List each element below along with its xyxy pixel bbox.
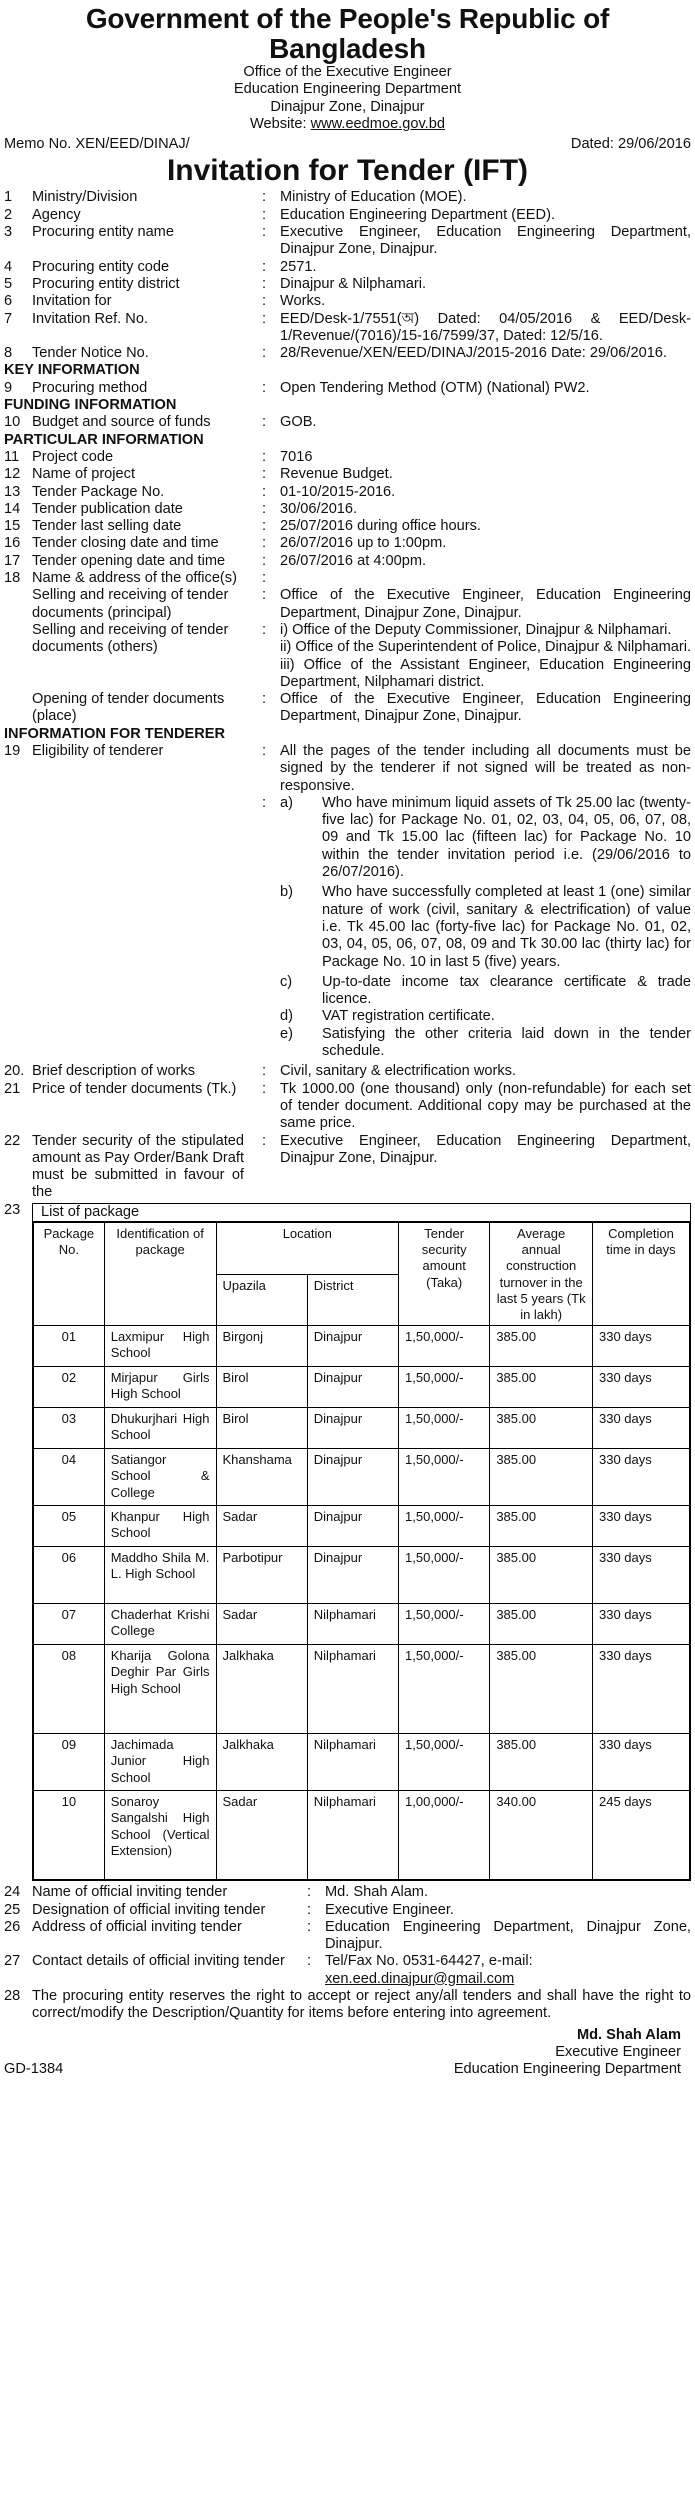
item-value: 7016 <box>280 448 313 465</box>
cell-upazila: Sadar <box>216 1506 307 1547</box>
cell-completion: 330 days <box>592 1604 689 1645</box>
item-number: 28 <box>4 1988 21 2004</box>
cell-security: 1,50,000/- <box>399 1645 490 1734</box>
criterion <box>280 884 691 970</box>
item-number: 12 <box>4 466 21 483</box>
cell-upazila: Khanshama <box>216 1449 307 1506</box>
item-label: Designation of official inviting tender <box>32 1901 266 1918</box>
item-value: 30/06/2016. <box>280 500 358 517</box>
website-label: Website: <box>250 115 307 132</box>
cell-completion: 330 days <box>592 1449 689 1506</box>
department-line: Education Engineering Department <box>233 81 462 98</box>
item-label: Brief description of works <box>32 1063 196 1080</box>
item-label: Invitation for <box>32 293 112 310</box>
opening-place: Opening of tender documents (place) : Office of the Executive Engineer, Education Engineering Department, Dinajpur Zone, Dinajpur. <box>32 691 691 725</box>
item-value: Open Tendering Method (OTM) (National) PW2. <box>280 379 590 396</box>
cell-identification: Dhukurjhari High School <box>104 1408 216 1449</box>
cell-package-no: 09 <box>34 1734 105 1791</box>
item-label: Tender Notice No. <box>32 345 149 362</box>
cell-turnover: 385.00 <box>490 1408 593 1449</box>
cell-identification: Kharija Golona Deghir Par Girls High School <box>104 1645 216 1734</box>
item-number: 21 <box>4 1080 21 1097</box>
list-item: 8 Tender Notice No. : 28/Revenue/XEN/EED/DINAJ/2015-2016 Date: 29/06/2016. <box>4 345 691 362</box>
official-items <box>4 1884 691 2022</box>
note-text: The procuring entity reserves the right to accept or reject any/all tenders and shall have the right to correct/modify the Description/Quantity for items before entering into agreement. <box>32 1988 691 2022</box>
list-item: 22 Tender security of the stipulated amount as Pay Order/Bank Draft must be submitted in favour of the : Executive Engineer, Education Engineering Department, Dinajpur Zone, Dinajpur. <box>4 1132 691 1201</box>
contact-value: Tel/Fax No. 0531-64427, e-mail: <box>325 1953 533 1970</box>
eligibility: 19 Eligibility of tenderer : All the pages of the tender including all documents must be signed by the tenderer if not signed will be treated as non-responsive. <box>4 742 691 794</box>
cell-upazila: Birol <box>216 1367 307 1408</box>
table-row <box>34 1791 690 1880</box>
package-table <box>33 1222 690 1880</box>
table-row <box>34 1547 690 1604</box>
cell-turnover: 385.00 <box>490 1547 593 1604</box>
col-upazila: Upazila <box>216 1274 307 1326</box>
selling-principal-label: Selling and receiving of tender documents (principal) <box>32 587 229 621</box>
item-number: 22 <box>4 1132 21 1149</box>
item-value: Civil, sanitary & electrification works. <box>280 1063 517 1080</box>
item-value: Education Engineering Department (EED). <box>280 206 555 223</box>
opening-place-value: Office of the Executive Engineer, Education Engineering Department, Dinajpur Zone, Dinajpur. <box>280 691 691 725</box>
cell-security: 1,50,000/- <box>399 1604 490 1645</box>
page-title: Invitation for Tender (IFT) <box>166 154 529 188</box>
list-item: 6 Invitation for : Works. <box>4 293 691 310</box>
item-number: 6 <box>4 293 13 310</box>
cell-identification: Sonaroy Sangalshi High School (Vertical Extension) <box>104 1791 216 1880</box>
item-number: 13 <box>4 483 21 500</box>
item-label: Tender closing date and time <box>32 535 219 552</box>
cell-upazila: Jalkhaka <box>216 1734 307 1791</box>
cell-district: Dinajpur <box>307 1326 398 1367</box>
item-label: Procuring method <box>32 379 148 396</box>
cell-identification: Maddho Shila M. L. High School <box>104 1547 216 1604</box>
item-number: 10 <box>4 414 21 431</box>
cell-completion: 330 days <box>592 1506 689 1547</box>
cell-district: Nilphamari <box>307 1734 398 1791</box>
col-district: District <box>307 1274 398 1326</box>
item-number: 27 <box>4 1953 21 1970</box>
zone-line: Dinajpur Zone, Dinajpur <box>270 98 425 115</box>
cell-completion: 330 days <box>592 1547 689 1604</box>
item-label: Tender security of the stipulated amount as Pay Order/Bank Draft must be submitted in favour of the <box>32 1132 244 1201</box>
table-row <box>34 1506 690 1547</box>
item-label: Procuring entity district <box>32 275 180 292</box>
criterion <box>280 974 691 1009</box>
table-row <box>34 1449 690 1506</box>
contact-label: Contact details of official inviting tender <box>32 1953 285 1970</box>
funding-information-heading: FUNDING INFORMATION <box>4 397 177 414</box>
key-information-heading: KEY INFORMATION <box>4 362 140 379</box>
cell-security: 1,00,000/- <box>399 1791 490 1880</box>
gd-number: GD-1384 <box>4 2061 64 2078</box>
item-label: Tender publication date <box>32 500 183 517</box>
cell-package-no: 01 <box>34 1326 105 1367</box>
item-value: Executive Engineer. <box>325 1901 454 1918</box>
list-item: 9 Procuring method : Open Tendering Method (OTM) (National) PW2. <box>4 380 691 397</box>
cell-turnover: 385.00 <box>490 1506 593 1547</box>
item-label: Ministry/Division <box>32 189 138 206</box>
cell-district: Dinajpur <box>307 1506 398 1547</box>
cell-identification: Jachimada Junior High School <box>104 1734 216 1791</box>
item-number: 5 <box>4 275 13 292</box>
memo-date: Dated: 29/06/2016 <box>570 136 691 153</box>
office-line: Office of the Executive Engineer <box>243 64 452 80</box>
cell-identification: Laxmipur High School <box>104 1326 216 1367</box>
list-item: 17 Tender opening date and time : 26/07/2016 at 4:00pm. <box>4 553 691 570</box>
signature-block <box>4 2027 691 2062</box>
selling-office: i) Office of the Deputy Commissioner, Dinajpur & Nilphamari. <box>280 621 672 638</box>
item-label: Invitation Ref. No. <box>32 310 148 327</box>
selling-others-label: Selling and receiving of tender documents (others) <box>32 621 229 656</box>
cell-security: 1,50,000/- <box>399 1367 490 1408</box>
memo-number: Memo No. XEN/EED/DINAJ/ <box>4 136 190 153</box>
item-label: Name of official inviting tender <box>32 1884 228 1901</box>
selling-principal-value: Office of the Executive Engineer, Education Engineering Department, Dinajpur Zone, Dinajpur. <box>280 587 691 621</box>
cell-identification: Mirjapur Girls High School <box>104 1367 216 1408</box>
cell-security: 1,50,000/- <box>399 1449 490 1506</box>
table-row <box>34 1367 690 1408</box>
criterion <box>280 1026 691 1061</box>
cell-turnover: 385.00 <box>490 1645 593 1734</box>
tenderer-information-heading: INFORMATION FOR TENDERER <box>4 725 226 742</box>
item-number: 2 <box>4 206 13 223</box>
criterion <box>280 795 691 881</box>
list-item: 4 Procuring entity code : 2571. <box>4 259 691 276</box>
cell-security: 1,50,000/- <box>399 1326 490 1367</box>
selling-office: iii) Office of the Assistant Engineer, Education Engineering Department, Nilphamari district. <box>280 656 691 690</box>
signatory-designation: Executive Engineer <box>555 2043 681 2060</box>
cell-package-no: 05 <box>34 1506 105 1547</box>
table-row <box>34 1604 690 1645</box>
criterion-letter: c) <box>280 973 293 990</box>
list-item: 18 Name & address of the office(s) : <box>4 570 691 587</box>
cell-upazila: Sadar <box>216 1791 307 1880</box>
selling-principal: Selling and receiving of tender documents (principal) : Office of the Executive Engineer, Education Engineering Department, Dinajpur Zone, Dinajpur. <box>32 587 691 621</box>
header <box>4 0 691 189</box>
cell-package-no: 07 <box>34 1604 105 1645</box>
item-label: Project code <box>32 448 114 465</box>
item-value: 28/Revenue/XEN/EED/DINAJ/2015-2016 Date: 29/06/2016. <box>280 345 667 362</box>
list-item: 1 Ministry/Division : Ministry of Education (MOE). <box>4 189 691 206</box>
cell-turnover: 340.00 <box>490 1791 593 1880</box>
item-label: Name & address of the office(s) <box>32 570 237 587</box>
cell-completion: 330 days <box>592 1734 689 1791</box>
list-item: 24 Name of official inviting tender : Md. Shah Alam. <box>4 1884 691 1901</box>
list-item: 16 Tender closing date and time : 26/07/2016 up to 1:00pm. <box>4 535 691 552</box>
cell-district: Dinajpur <box>307 1408 398 1449</box>
cell-district: Nilphamari <box>307 1645 398 1734</box>
item-number: 15 <box>4 518 21 535</box>
item-number: 3 <box>4 224 13 241</box>
item-label: Name of project <box>32 466 136 483</box>
items-top <box>4 189 691 362</box>
selling-others: Selling and receiving of tender documents (others) : i) Office of the Deputy Commissioner, Dinajpur & Nilphamari. ii) Office of the Superintendent of Police, Dinajpur & Nilphamari. iii) Office of the Assistant Engineer, Education Engineering Department, Nilphamari district. <box>32 621 691 690</box>
cell-package-no: 04 <box>34 1449 105 1506</box>
cell-package-no: 06 <box>34 1547 105 1604</box>
contact-email-link[interactable]: xen.eed.dinajpur@gmail.com <box>325 1970 515 1987</box>
eligibility-intro: All the pages of the tender including all documents must be signed by the tenderer if not signed will be treated as non-responsive. <box>280 742 691 794</box>
item-value: 25/07/2016 during office hours. <box>280 518 481 535</box>
item-number: 4 <box>4 258 13 275</box>
criterion-text: VAT registration certificate. <box>322 1008 495 1025</box>
item-value: Md. Shah Alam. <box>325 1884 429 1901</box>
criterion-letter: a) <box>280 794 293 811</box>
item-number: 18 <box>4 570 21 587</box>
item-value: Revenue Budget. <box>280 466 393 483</box>
cell-completion: 330 days <box>592 1645 689 1734</box>
table-header-row <box>34 1223 690 1275</box>
item-number: 23 <box>4 1201 21 1218</box>
contact-details: 27 Contact details of official inviting tender : Tel/Fax No. 0531-64427, e-mail: xen.eed.dinajpur@gmail.com <box>4 1953 691 1988</box>
item-label: Agency <box>32 206 81 223</box>
item-number: 7 <box>4 310 13 327</box>
list-item: 10 Budget and source of funds : GOB. <box>4 414 691 431</box>
cell-turnover: 385.00 <box>490 1367 593 1408</box>
col-identification: Identification of package <box>104 1223 216 1326</box>
item-label: Tender Package No. <box>32 483 165 500</box>
item-label: Tender opening date and time <box>32 552 226 569</box>
item-number: 11 <box>4 448 20 465</box>
particular-information-heading: PARTICULAR INFORMATION <box>4 431 204 448</box>
cell-upazila: Parbotipur <box>216 1547 307 1604</box>
package-box <box>32 1203 691 1882</box>
cell-turnover: 385.00 <box>490 1604 593 1645</box>
government-title: Government of the People's Republic of Bangladesh <box>85 3 610 64</box>
cell-upazila: Sadar <box>216 1604 307 1645</box>
item-value: EED/Desk-1/7551(অ) Dated: 04/05/2016 & EED/Desk-1/Revenue/(7016)/15-16/7599/37, Dated: 12/5/16. <box>280 310 691 344</box>
item-number: 9 <box>4 379 13 396</box>
table-row <box>34 1734 690 1791</box>
col-completion: Completion time in days <box>592 1223 689 1326</box>
memo-line <box>4 136 691 153</box>
cell-district: Dinajpur <box>307 1367 398 1408</box>
list-item: 5 Procuring entity district : Dinajpur & Nilphamari. <box>4 276 691 293</box>
cell-district: Nilphamari <box>307 1791 398 1880</box>
list-item: 3 Procuring entity name : Executive Engineer, Education Engineering Department, Dinajpur Zone, Dinajpur. <box>4 224 691 258</box>
cell-package-no: 02 <box>34 1367 105 1408</box>
criterion-text: Who have successfully completed at least 1 (one) similar nature of work (civil, sanitary & electrification) of value i.e. Tk 45.00 lac (forty-five lac) for Package No. 01, 02, 03, 04, 05, 06, 07, 08, 09 and Tk 30.00 lac (thirty lac) for Package No. 10 in last 5 (five) years. <box>322 884 691 970</box>
item-value: GOB. <box>280 414 317 431</box>
criterion-letter: e) <box>280 1025 293 1042</box>
cell-turnover: 385.00 <box>490 1326 593 1367</box>
cell-security: 1,50,000/- <box>399 1506 490 1547</box>
col-location: Location <box>216 1223 399 1275</box>
footer <box>4 2061 691 2078</box>
item-label: Procuring entity code <box>32 258 170 275</box>
item-number: 14 <box>4 500 21 517</box>
col-turnover: Average annual construction turnover in the last 5 years (Tk in lakh) <box>490 1223 593 1326</box>
item-label: Price of tender documents (Tk.) <box>32 1080 237 1097</box>
criterion <box>280 1008 691 1025</box>
cell-turnover: 385.00 <box>490 1449 593 1506</box>
criterion-text: Who have minimum liquid assets of Tk 25.00 lac (twenty-five lac) for Package No. 01, 02, 03, 04, 05, 06, 07, 08, 09 and Tk 15.00 lac (fifteen lac) for Package No. 10 within the tender invitation period i.e. (29/06/2016 to 26/07/2016). <box>322 794 691 881</box>
signatory-name: Md. Shah Alam <box>576 2026 681 2043</box>
eligibility-label: Eligibility of tenderer <box>32 742 164 759</box>
col-package-no: Package No. <box>34 1223 105 1326</box>
list-item: 25 Designation of official inviting tender : Executive Engineer. <box>4 1902 691 1919</box>
cell-completion: 330 days <box>592 1408 689 1449</box>
cell-package-no: 03 <box>34 1408 105 1449</box>
item-value <box>280 570 691 587</box>
cell-upazila: Birol <box>216 1408 307 1449</box>
item-number: 26 <box>4 1918 21 1935</box>
table-row <box>34 1408 690 1449</box>
list-item: 20. Brief description of works : Civil, sanitary & electrification works. <box>4 1063 691 1080</box>
item-number: 16 <box>4 535 21 552</box>
note <box>4 1988 691 2023</box>
cell-upazila: Birgonj <box>216 1326 307 1367</box>
cell-security: 1,50,000/- <box>399 1408 490 1449</box>
item-value: 2571. <box>280 258 317 275</box>
item-number: 20. <box>4 1063 25 1080</box>
cell-completion: 330 days <box>592 1367 689 1408</box>
item-number: 1 <box>4 189 13 206</box>
list-item: 13 Tender Package No. : 01-10/2015-2016. <box>4 484 691 501</box>
item-number: 19 <box>4 742 21 759</box>
cell-turnover: 385.00 <box>490 1734 593 1791</box>
item-value: 26/07/2016 at 4:00pm. <box>280 552 427 569</box>
item-value: Dinajpur & Nilphamari. <box>280 275 426 292</box>
table-row <box>34 1645 690 1734</box>
cell-district: Nilphamari <box>307 1604 398 1645</box>
item-value: 26/07/2016 up to 1:00pm. <box>280 535 447 552</box>
package-section <box>4 1202 691 1882</box>
item-number: 8 <box>4 345 13 362</box>
criterion-text: Up-to-date income tax clearance certificate & trade licence. <box>322 973 691 1008</box>
item-value: Ministry of Education (MOE). <box>280 189 467 206</box>
list-item: 14 Tender publication date : 30/06/2016. <box>4 501 691 518</box>
item-value: Tk 1000.00 (one thousand) only (non-refundable) for each set of tender document. Additional copy may be purchased at the same price. <box>280 1080 691 1132</box>
item-value: 01-10/2015-2016. <box>280 483 396 500</box>
list-item: 11 Project code : 7016 <box>4 449 691 466</box>
item-value: Education Engineering Department, Dinajpur Zone, Dinajpur. <box>325 1918 691 1953</box>
cell-identification: Satiangor School & College <box>104 1449 216 1506</box>
list-item: 26 Address of official inviting tender : Education Engineering Department, Dinajpur Zone, Dinajpur. <box>4 1918 691 1953</box>
item-value: Executive Engineer, Education Engineering Department, Dinajpur Zone, Dinajpur. <box>280 224 691 258</box>
cell-completion: 330 days <box>592 1326 689 1367</box>
criterion-text: Satisfying the other criteria laid down in the tender schedule. <box>322 1025 691 1060</box>
opening-place-label: Opening of tender documents (place) <box>32 691 225 725</box>
cell-identification: Khanpur High School <box>104 1506 216 1547</box>
cell-upazila: Jalkhaka <box>216 1645 307 1734</box>
cell-district: Dinajpur <box>307 1449 398 1506</box>
cell-package-no: 10 <box>34 1791 105 1880</box>
item-number: 17 <box>4 552 21 569</box>
cell-district: Dinajpur <box>307 1547 398 1604</box>
list-item: 15 Tender last selling date : 25/07/2016 during office hours. <box>4 518 691 535</box>
selling-office: ii) Office of the Superintendent of Police, Dinajpur & Nilphamari. <box>280 639 691 656</box>
cell-package-no: 08 <box>34 1645 105 1734</box>
item-value: Works. <box>280 293 326 310</box>
item-number: 24 <box>4 1884 21 1901</box>
cell-security: 1,50,000/- <box>399 1547 490 1604</box>
eligibility-criteria: : a) Who have minimum liquid assets of Tk 25.00 lac (twenty-five lac) for Package No. 01, 02, 03, 04, 05, 06, 07, 08, 09 and Tk 15.00 lac (fifteen lac) for Package No. 10 within the tender invitation period i.e. (29/06/2016 to 26/07/2016). b) Who have successfully completed at least 1 (one) similar nature of work (civil, sanitary & electrification) of value i.e. Tk 45.00 lac (forty-five lac) for Package No. 01, 02, 03, 04, 05, 06, 07, 08, 09 and Tk 30.00 lac (thirty lac) for Package No. 10 in last 5 (five) years. c) Up-to-date income tax clearance certificate & trade licence. d) VAT registration certificate. e) Satisfying the other criteria laid down in the tender schedule. <box>262 794 691 1060</box>
cell-completion: 245 days <box>592 1791 689 1880</box>
criterion-letter: b) <box>280 884 293 901</box>
item-label: Tender last selling date <box>32 518 182 535</box>
item-label: Budget and source of funds <box>32 414 211 431</box>
package-table-title: List of package <box>33 1204 690 1222</box>
list-item: 12 Name of project : Revenue Budget. <box>4 466 691 483</box>
cell-security: 1,50,000/- <box>399 1734 490 1791</box>
item-label: Procuring entity name <box>32 224 174 241</box>
website-line <box>4 116 691 133</box>
list-item: 21 Price of tender documents (Tk.) : Tk 1000.00 (one thousand) only (non-refundable) for each set of tender document. Additional copy may be purchased at the same price. <box>4 1080 691 1132</box>
list-item: 7 Invitation Ref. No. : EED/Desk-1/7551(অ) Dated: 04/05/2016 & EED/Desk-1/Revenue/(7016)/15-16/7599/37, Dated: 12/5/16. <box>4 310 691 344</box>
signatory-department: Education Engineering Department <box>453 2061 681 2078</box>
item-label: Address of official inviting tender <box>32 1918 242 1935</box>
col-security: Tender security amount (Taka) <box>399 1223 490 1326</box>
criterion-letter: d) <box>280 1008 293 1025</box>
list-item: 2 Agency : Education Engineering Department (EED). <box>4 207 691 224</box>
item-value: Executive Engineer, Education Engineering Department, Dinajpur Zone, Dinajpur. <box>280 1132 691 1166</box>
item-number: 25 <box>4 1901 21 1918</box>
cell-identification: Chaderhat Krishi College <box>104 1604 216 1645</box>
table-row <box>34 1326 690 1367</box>
website-link[interactable]: www.eedmoe.gov.bd <box>310 115 445 132</box>
